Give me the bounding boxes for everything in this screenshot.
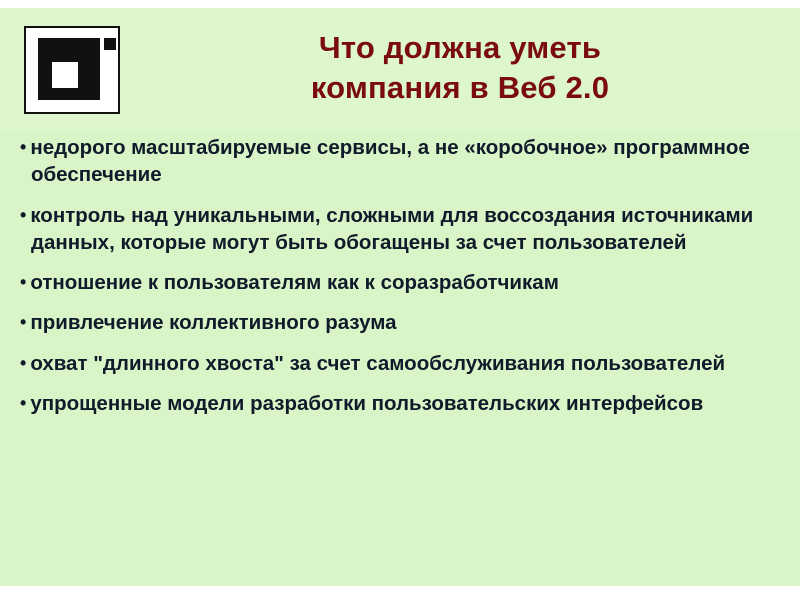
- list-item: [14, 269, 774, 296]
- page-title-line-2: компания в Веб 2.0: [310, 69, 610, 105]
- list-item-text: привлечение коллективного разума: [30, 311, 397, 335]
- company-logo: [24, 26, 120, 114]
- page-title: [150, 28, 770, 107]
- list-item-text: упрощенные модели разработки пользовательских интерфейсов: [30, 391, 704, 415]
- page-title-line-1: Что должна уметь: [318, 30, 602, 65]
- slide-header: [0, 8, 800, 130]
- bullet-marker-icon: •: [20, 392, 27, 413]
- list-item-text: контроль над уникальными, сложными для воссоздания источниками данных, которые могут быть обогащены за счет пользователей: [30, 203, 754, 254]
- bullet-marker-icon: •: [20, 312, 27, 333]
- top-margin-strip: [0, 0, 800, 8]
- list-item-text: отношение к пользователям как к соразработчикам: [30, 271, 559, 294]
- bullet-marker-icon: •: [20, 352, 27, 373]
- list-item: [14, 309, 774, 336]
- bottom-margin-strip: [0, 586, 800, 600]
- list-item-text: охват "длинного хвоста" за счет самообслуживания пользователей: [30, 351, 726, 375]
- bullet-list: [0, 134, 800, 584]
- bullet-marker-icon: •: [20, 272, 27, 292]
- list-item: [14, 390, 774, 417]
- bullet-marker-icon: •: [20, 204, 27, 225]
- logo-dot-shape: [104, 38, 116, 50]
- slide-body: [0, 8, 800, 586]
- list-item: [14, 350, 774, 377]
- list-item: [14, 202, 774, 257]
- list-item-text: недорого масштабируемые сервисы, а не «коробочное» программное обеспечение: [30, 136, 750, 187]
- bullet-marker-icon: •: [20, 137, 27, 157]
- list-item: [14, 134, 774, 189]
- logo-inner-square-shape: [52, 62, 78, 88]
